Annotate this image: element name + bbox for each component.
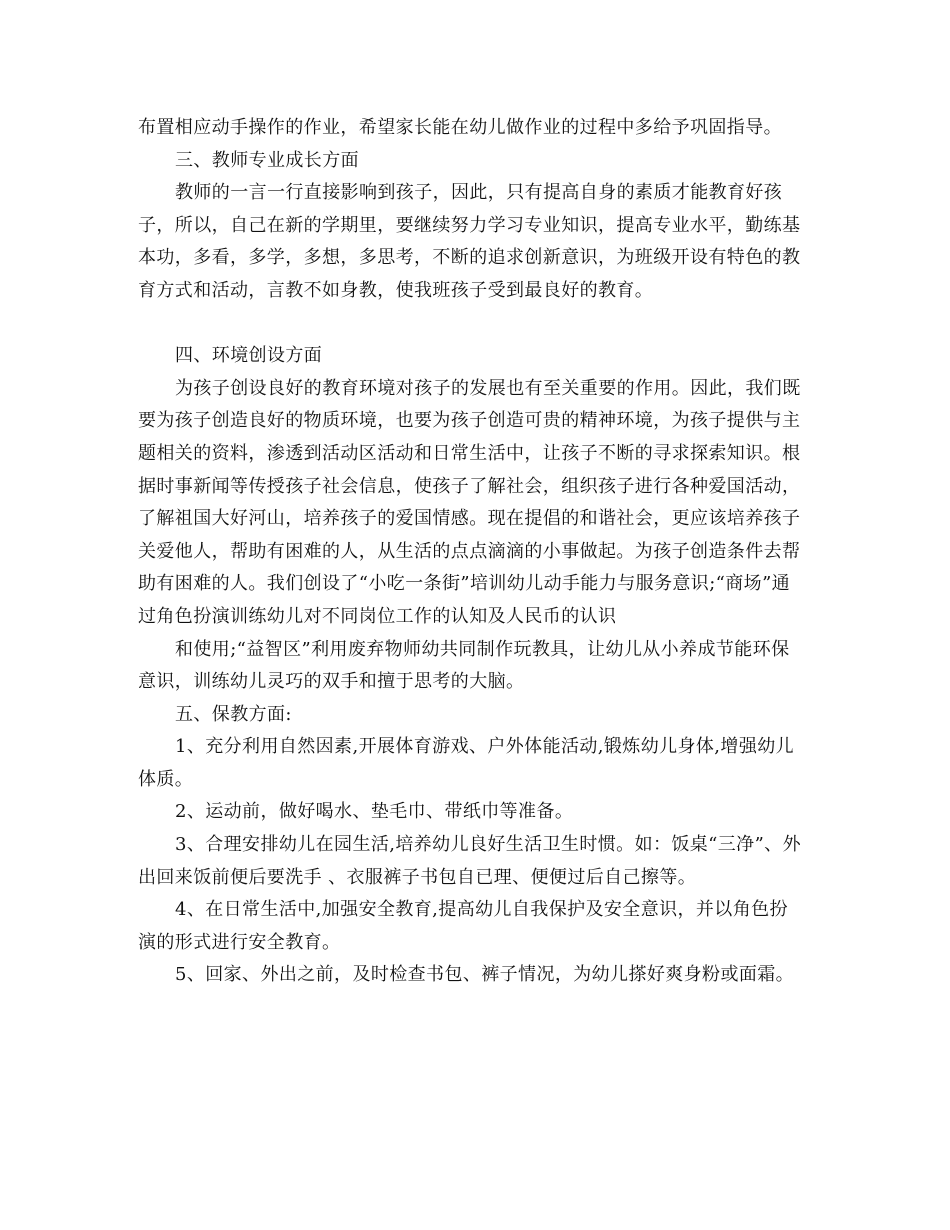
- paragraph-line: 意识，训练幼儿灵巧的双手和擅于思考的大脑。: [138, 671, 525, 693]
- paragraph-line: 子，所以，自己在新的学期里，要继续努力学习专业知识，提高专业水平，勤练基: [138, 214, 801, 236]
- paragraph-line: 助有困难的人。我们创设了“小吃一条街”培训幼儿动手能力与服务意识;“商场”通: [138, 573, 791, 595]
- paragraph-line: 本功，多看，多学，多想，多思考，不断的追求创新意识，为班级开设有特色的教: [138, 247, 801, 269]
- list-item: 4、在日常生活中,加强安全教育,提高幼儿自我保护及安全意识，并以角色扮: [175, 899, 788, 921]
- paragraph-line: 和使用;“益智区”利用废弃物师幼共同制作玩教具，让幼儿从小养成节能环保: [175, 638, 790, 660]
- section-heading-5: 五、保教方面:: [175, 703, 292, 725]
- blank-line: [138, 308, 818, 341]
- paragraph-line: 过角色扮演训练幼儿对不同岗位工作的认知及人民币的认识: [138, 605, 617, 627]
- paragraph-line: 关爱他人，帮助有困难的人，从生活的点点滴滴的小事做起。为孩子创造条件去帮: [138, 540, 801, 562]
- section-heading-4: 四、环境创设方面: [175, 345, 323, 367]
- list-item: 5、回家、外出之前，及时检查书包、裤子情况，为幼儿搽好爽身粉或面霜。: [175, 964, 795, 986]
- list-item-continuation: 出回来饭前便后要洗手 、衣服裤子书包自已理、便便过后自己擦等。: [138, 866, 697, 888]
- list-item: 3、合理安排幼儿在园生活,培养幼儿良好生活卫生时惯。如：饭桌“三净”、外: [175, 834, 801, 856]
- section-heading-3: 三、教师专业成长方面: [175, 149, 359, 171]
- paragraph-line: 题相关的资料，渗透到活动区活动和日常生活中，让孩子不断的寻求探索知识。根: [138, 442, 801, 464]
- list-item: 1、充分利用自然因素,开展体育游戏、户外体能活动,锻炼幼儿身体,增强幼儿: [175, 736, 795, 758]
- list-item-continuation: 演的形式进行安全教育。: [138, 931, 341, 953]
- list-item-continuation: 体质。: [138, 768, 194, 790]
- paragraph-line: 了解祖国大好河山，培养孩子的爱国情感。现在提倡的和谐社会，更应该培养孩子: [138, 508, 801, 530]
- list-item: 2、运动前，做好喝水、垫毛巾、带纸巾等准备。: [175, 801, 574, 823]
- paragraph-line: 据时事新闻等传授孩子社会信息，使孩子了解社会，组织孩子进行各种爱国活动，: [138, 475, 801, 497]
- paragraph-line: 为孩子创设良好的教育环境对孩子的发展也有至关重要的作用。因此，我们既: [175, 377, 801, 399]
- paragraph-line: 育方式和活动，言教不如身教，使我班孩子受到最良好的教育。: [138, 279, 654, 301]
- paragraph-line: 要为孩子创造良好的物质环境，也要为孩子创造可贵的精神环境，为孩子提供与主: [138, 410, 801, 432]
- paragraph-line: 教师的一言一行直接影响到孩子，因此，只有提高自身的素质才能教育好孩: [175, 182, 783, 204]
- document-body: [138, 112, 818, 992]
- paragraph-line: 布置相应动手操作的作业，希望家长能在幼儿做作业的过程中多给予巩固指导。: [138, 117, 782, 138]
